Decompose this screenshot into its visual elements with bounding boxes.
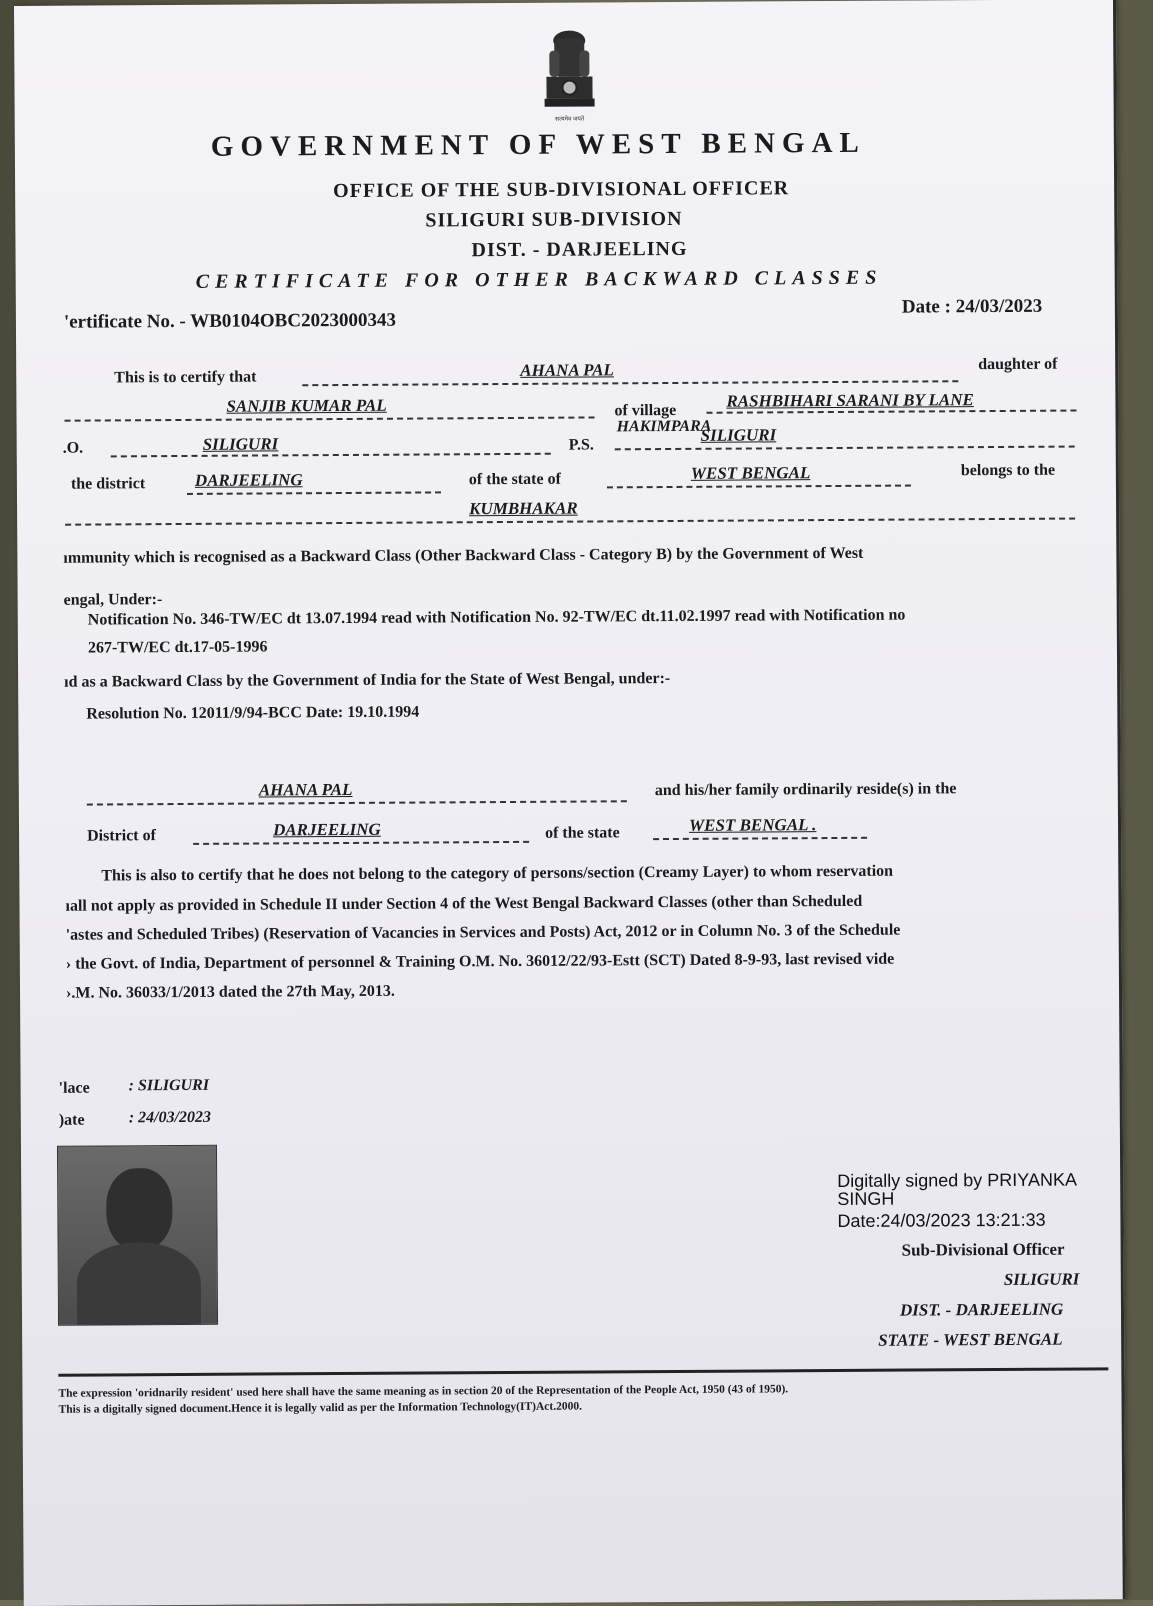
village-label: of village xyxy=(614,401,677,420)
digital-signature-date: Date:24/03/2023 13:21:33 xyxy=(837,1209,1046,1231)
father-name: SANJIB KUMAR PAL xyxy=(226,395,387,416)
village-continued: HAKIMPARA xyxy=(616,417,712,436)
district-label: the district xyxy=(70,475,146,493)
certificate-number: 'ertificate No. - WB0104OBC2023000343 xyxy=(63,309,397,333)
daughter-of-label: daughter of xyxy=(978,355,1058,374)
place-value: : SILIGURI xyxy=(128,1076,210,1095)
subdivision-heading: SILIGURI SUB-DIVISION xyxy=(425,207,683,232)
goi-text: ıd as a Backward Class by the Government of India for the State of West Bengal, under:- xyxy=(64,670,671,691)
district-heading: DIST. - DARJEELING xyxy=(471,237,688,262)
footer-divider xyxy=(58,1367,1108,1376)
emblem-motto: सत्यमेव जयते xyxy=(555,116,585,123)
officer-place: SILIGURI xyxy=(1003,1269,1080,1289)
post-office: SILIGURI xyxy=(202,434,279,454)
creamy-line-3: 'astes and Scheduled Tribes) (Reservation of Vacancies in Services and Posts) Act, 2012 or in Column No. 3 of the Schedule xyxy=(65,921,901,944)
digital-signature-line-1: Digitally signed by PRIYANKA xyxy=(837,1169,1078,1191)
resolution-text: Resolution No. 12011/9/94-BCC Date: 19.10.1994 xyxy=(86,703,420,723)
notification-line-1: Notification No. 346-TW/EC dt 13.07.1994 read with Notification No. 92-TW/EC dt.11.02.1997 read with Notification no xyxy=(87,606,906,629)
po-line xyxy=(111,453,551,458)
state-line xyxy=(607,485,911,489)
reside-district: DARJEELING xyxy=(272,819,381,840)
officer-designation: Sub-Divisional Officer xyxy=(901,1239,1065,1260)
certificate-page xyxy=(14,0,1126,1606)
ps-label: P.S. xyxy=(568,436,594,454)
date-value: : 24/03/2023 xyxy=(128,1108,212,1127)
reside-name-line xyxy=(87,800,627,805)
reside-district-label: District of xyxy=(87,827,156,845)
creamy-line-1: This is also to certify that he does not belong to the category of persons/section (Creamy Layer) to whom reservation xyxy=(101,862,894,885)
reside-district-line xyxy=(193,841,529,845)
creamy-line-2: ıall not apply as provided in Schedule II under Section 4 of the West Bengal Backward Classes (other than Scheduled xyxy=(65,892,863,915)
certificate-date: Date : 24/03/2023 xyxy=(901,295,1043,318)
under-text: engal, Under:- xyxy=(63,591,163,609)
reside-state-line xyxy=(653,837,867,840)
community-name: KUMBHAKAR xyxy=(469,498,578,519)
candidate-name: AHANA PAL xyxy=(520,360,614,380)
creamy-line-5: ›.M. No. 36033/1/2013 dated the 27th May, 2013. xyxy=(65,982,395,1002)
village-name: RASHBIHARI SARANI BY LANE xyxy=(726,390,974,411)
certify-label: This is to certify that xyxy=(114,368,257,387)
district-line xyxy=(187,491,441,495)
officer-district: DIST. - DARJEELING xyxy=(899,1299,1064,1320)
district-name: DARJEELING xyxy=(194,470,303,490)
place-label: 'lace xyxy=(58,1079,90,1097)
footer-line-2: This is a digitally signed document.Hence it is legally valid as per the Information Technology(IT)Act.2000. xyxy=(58,1400,582,1416)
community-text: ımmunity which is recognised as a Backward Class (Other Backward Class - Category B) by the Government of West xyxy=(63,544,864,567)
footer-line-1: The expression 'oridnarily resident' used here shall have the same meaning as in section 20 of the Representation of the People Act, 1950 (43 of 1950). xyxy=(58,1383,789,1400)
community-line xyxy=(65,518,1075,526)
creamy-line-4: › the Govt. of India, Department of personnel & Training O.M. No. 36012/22/93-Estt (SCT) Dated 8-9-93, last revised vide xyxy=(65,950,895,973)
date-label: )ate xyxy=(58,1111,85,1129)
government-heading: GOVERNMENT OF WEST BENGAL xyxy=(210,126,866,163)
photo-body xyxy=(77,1242,201,1325)
reside-text: and his/her family ordinarily reside(s) in the xyxy=(654,780,957,800)
candidate-photo xyxy=(57,1145,218,1326)
father-line xyxy=(65,416,595,421)
officer-state: STATE - WEST BENGAL xyxy=(878,1329,1063,1350)
state-label: of the state of xyxy=(468,470,561,489)
reside-state-label: of the state xyxy=(545,824,620,842)
police-station: SILIGURI xyxy=(700,425,777,445)
state-name: WEST BENGAL xyxy=(690,463,811,483)
reside-state: WEST BENGAL . xyxy=(688,815,817,835)
reside-name: AHANA PAL xyxy=(258,779,353,800)
ashoka-emblem-icon xyxy=(534,26,605,126)
digital-signature-line-2: SINGH xyxy=(837,1188,895,1209)
ps-line xyxy=(615,446,1075,451)
office-heading: OFFICE OF THE SUB-DIVISIONAL OFFICER xyxy=(333,177,790,203)
certificate-title: CERTIFICATE FOR OTHER BACKWARD CLASSES xyxy=(195,266,883,293)
belongs-label: belongs to the xyxy=(960,461,1056,480)
po-label: .O. xyxy=(62,439,84,457)
name-line xyxy=(302,380,958,386)
notification-line-2: 267-TW/EC dt.17-05-1996 xyxy=(87,638,268,657)
photo-head xyxy=(106,1168,172,1250)
